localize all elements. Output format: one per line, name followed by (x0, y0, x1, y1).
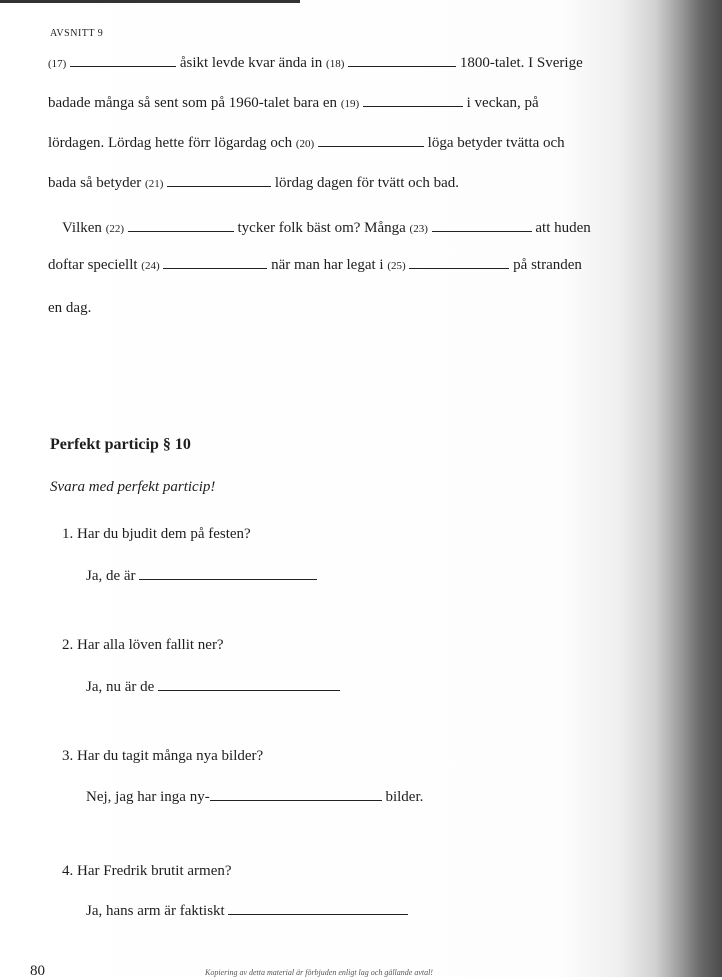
question-text: Har Fredrik brutit armen? (77, 863, 232, 879)
blank-number-21: (21) (145, 178, 164, 190)
cloze-text: en dag. (48, 300, 92, 316)
cloze-text: 1800-talet. I Sverige (459, 55, 583, 71)
cloze-text: lördagen. Lördag hette förr lögardag och (48, 135, 293, 151)
answer-blank-3[interactable] (210, 788, 382, 801)
blank-number-22: (22) (105, 223, 125, 235)
cloze-line-4 (48, 174, 459, 192)
page-number: 80 (30, 963, 45, 979)
blank-number-23: (23) (409, 223, 428, 235)
answer-suffix: bilder. (385, 789, 424, 805)
answer-3 (86, 788, 423, 806)
question-number: 1. (62, 526, 74, 542)
cloze-text: bada så betyder (48, 175, 142, 191)
cloze-text: lördag dagen för tvätt och bad. (274, 175, 459, 191)
top-rule (0, 0, 300, 3)
cloze-text: löga betyder tvätta och (427, 135, 565, 151)
exercise-instruction: Svara med perfekt particip! (50, 479, 216, 495)
blank-number-19: (19) (340, 98, 360, 110)
cloze-line-3 (48, 134, 565, 152)
blank-number-25: (25) (387, 260, 406, 272)
answer-1 (86, 567, 317, 585)
question-text: Har du bjudit dem på festen? (77, 526, 251, 542)
cloze-text: när man har legat i (271, 257, 384, 273)
section-header: AVSNITT 9 (50, 28, 104, 39)
question-3 (62, 748, 263, 765)
question-1 (62, 526, 251, 543)
answer-prefix: Nej, jag har inga ny- (86, 789, 210, 805)
question-2 (62, 637, 224, 654)
blank-25[interactable] (409, 256, 509, 269)
question-text: Har du tagit många nya bilder? (77, 748, 264, 764)
cloze-text: Vilken (62, 220, 102, 236)
answer-4 (86, 902, 408, 920)
blank-23[interactable] (432, 219, 532, 232)
blank-21[interactable] (167, 174, 271, 187)
answer-2 (86, 678, 340, 696)
answer-blank-4[interactable] (228, 902, 408, 915)
copyright-notice: Kopiering av detta material är förbjuden enligt lag och gällande avtal! (205, 968, 433, 977)
cloze-text: i veckan, på (466, 95, 539, 111)
cloze-text: åsikt levde kvar ända in (179, 55, 323, 71)
cloze-text: badade många så sent som på 1960-talet bara en (48, 95, 338, 111)
question-number: 4. (62, 863, 74, 879)
question-text: Har alla löven fallit ner? (77, 637, 224, 653)
blank-20[interactable] (318, 134, 424, 147)
answer-blank-2[interactable] (158, 678, 340, 691)
blank-24[interactable] (163, 256, 267, 269)
cloze-text: doftar speciellt (48, 257, 138, 273)
blank-22[interactable] (128, 219, 234, 232)
answer-prefix: Ja, nu är de (86, 679, 155, 695)
cloze-line-7 (48, 300, 91, 317)
cloze-line-5 (62, 219, 591, 237)
answer-blank-1[interactable] (139, 567, 317, 580)
cloze-text: tycker folk bäst om? Många (237, 220, 406, 236)
answer-prefix: Ja, hans arm är faktiskt (86, 903, 225, 919)
blank-number-17: (17) (48, 58, 67, 70)
cloze-text: att huden (535, 220, 591, 236)
blank-number-24: (24) (141, 260, 160, 272)
blank-number-18: (18) (326, 58, 345, 70)
question-number: 2. (62, 637, 74, 653)
blank-19[interactable] (363, 94, 463, 107)
cloze-line-2 (48, 94, 539, 112)
blank-17[interactable] (70, 54, 176, 67)
cloze-text: på stranden (513, 257, 582, 273)
section-title: Perfekt particip § 10 (50, 436, 191, 453)
answer-prefix: Ja, de är (86, 568, 136, 584)
blank-number-20: (20) (295, 138, 315, 150)
blank-18[interactable] (348, 54, 456, 67)
cloze-line-6 (48, 256, 582, 274)
question-number: 3. (62, 748, 74, 764)
question-4 (62, 863, 232, 880)
cloze-line-1 (48, 54, 583, 72)
